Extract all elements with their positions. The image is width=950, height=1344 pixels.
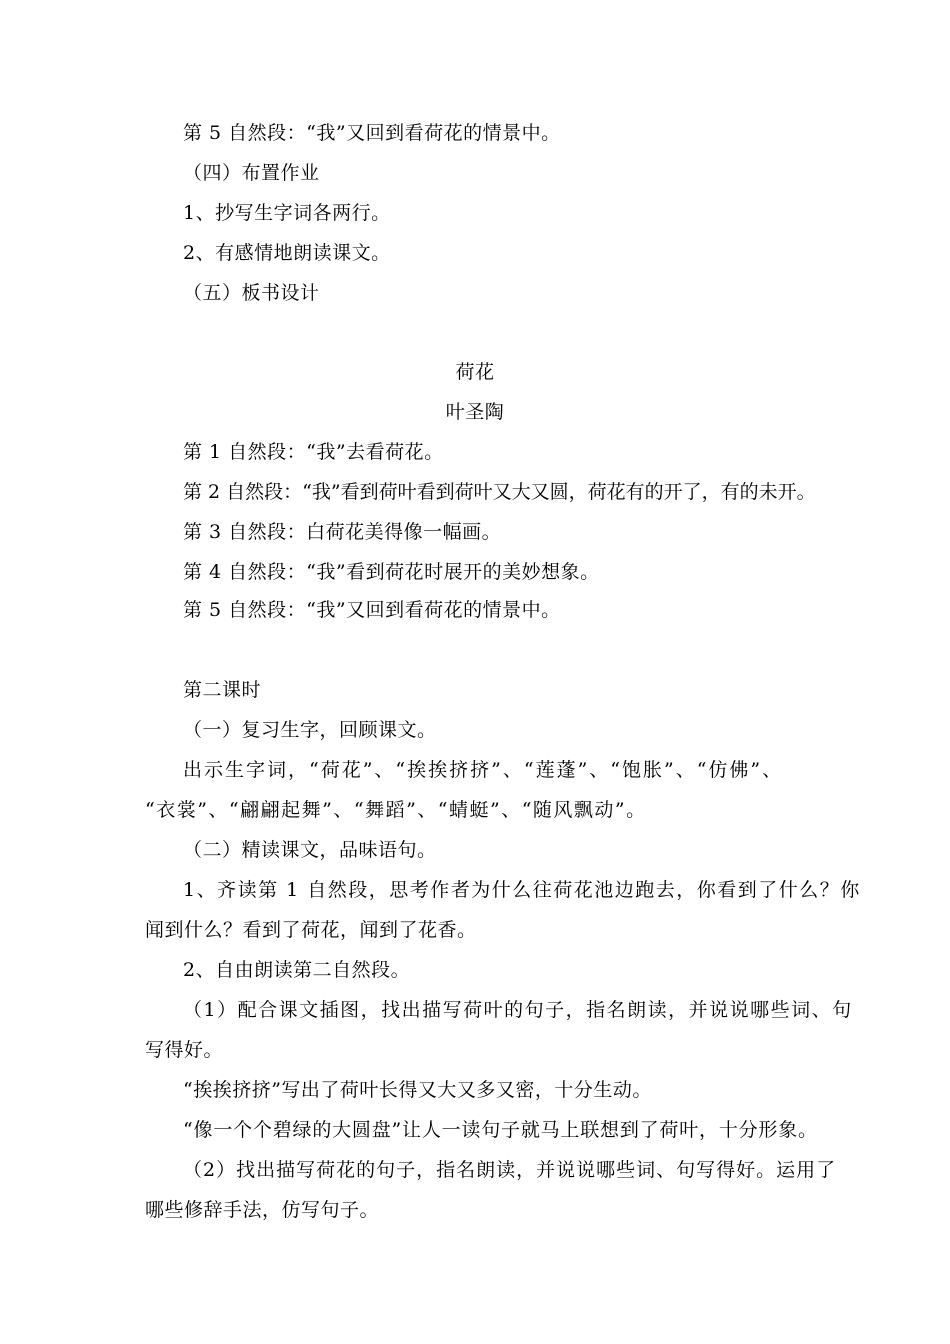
text-line: 闻到什么？看到了荷花，闻到了花香。: [145, 919, 477, 941]
section-heading: （一）复习生字，回顾课文。: [183, 719, 437, 741]
section-heading: （二）精读课文，品味语句。: [183, 839, 437, 861]
section-heading: （四）布置作业: [183, 162, 320, 184]
text-line: 第 2 自然段：“我”看到荷叶看到荷叶又大又圆，荷花有的开了，有的未开。: [183, 481, 816, 503]
text-line: 写得好。: [145, 1039, 224, 1061]
list-item: 1、抄写生字词各两行。: [183, 202, 391, 224]
list-item: 2、有感情地朗读课文。: [183, 242, 391, 264]
text-line: 第 5 自然段：“我”又回到看荷花的情景中。: [183, 122, 561, 144]
text-line: 第 5 自然段：“我”又回到看荷花的情景中。: [183, 599, 561, 621]
text-line: “像一个个碧绿的大圆盘”让人一读句子就马上联想到了荷叶，十分形象。: [183, 1119, 818, 1141]
text-line: 1、齐读第 1 自然段，思考作者为什么往荷花池边跑去，你看到了什么？你: [183, 879, 861, 901]
list-item: 2、自由朗读第二自然段。: [183, 959, 411, 981]
text-line: 哪些修辞手法，仿写句子。: [145, 1199, 380, 1221]
text-line: “挨挨挤挤”写出了荷叶长得又大又多又密，十分生动。: [183, 1079, 652, 1101]
text-line: 第 4 自然段：“我”看到荷花时展开的美妙想象。: [183, 561, 600, 583]
section-heading: （五）板书设计: [183, 282, 320, 304]
text-line: 第 1 自然段：“我”去看荷花。: [183, 441, 444, 463]
text-line: （2）找出描写荷花的句子，指名朗读，并说说哪些词、句写得好。运用了: [183, 1159, 837, 1181]
text-line: 出示生字词，“荷花”、“挨挨挤挤”、“莲蓬”、“饱胀”、“仿佛”、: [183, 759, 784, 781]
board-title: 荷花: [455, 361, 495, 383]
text-line: “衣裳”、“翩翩起舞”、“舞蹈”、“蜻蜓”、“随风飘动”。: [145, 799, 647, 821]
board-author: 叶圣陶: [445, 401, 505, 423]
lesson-heading: 第二课时: [183, 679, 262, 701]
text-line: （1）配合课文插图，找出描写荷叶的句子，指名朗读，并说说哪些词、句: [183, 999, 853, 1021]
text-line: 第 3 自然段：白荷花美得像一幅画。: [183, 521, 502, 543]
